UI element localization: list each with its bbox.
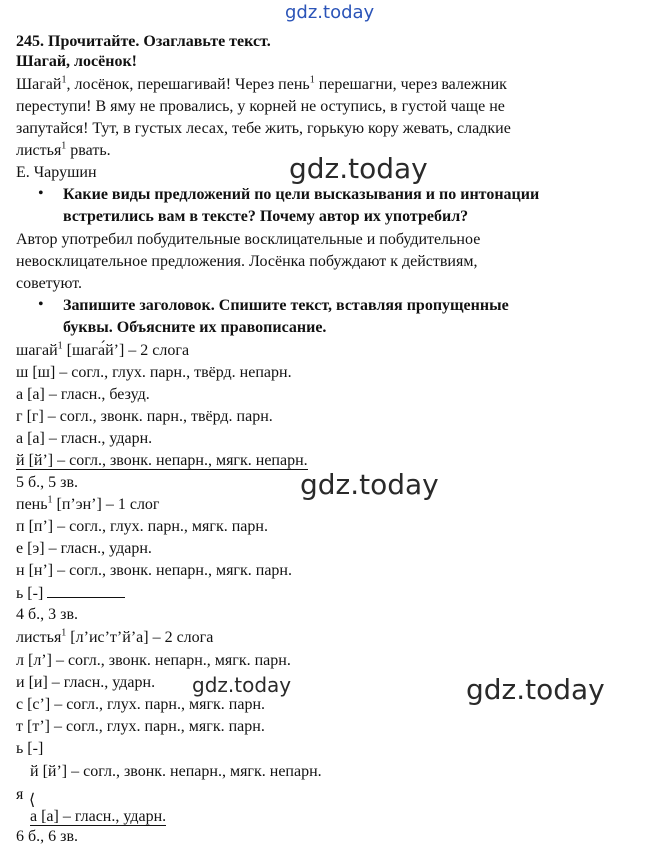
text-line: Шагай$^1$, лосёнок, перешагивай! Через пень$^1$ перешагни, через валежник: [16, 74, 507, 93]
phonetic-row: и [и] – гласн., ударн.: [16, 674, 156, 691]
watermark-top: gdz.today: [285, 2, 375, 23]
letter-sound-count: 4 б., 3 зв.: [16, 606, 79, 623]
text-heading: Шагай, лосёнок!: [16, 53, 137, 70]
phonetic-row: т [т’] – согл., глух. парн., мягк. парн.: [16, 718, 265, 735]
bracket-icon: ⟨: [29, 792, 36, 809]
word-transcription: листья$^1$ [л’ис’т’й’а] – 2 слога: [16, 627, 214, 646]
question-line: встретились вам в тексте? Почему автор их употребил?: [63, 208, 469, 225]
phonetic-row: ш [ш] – согл., глух. парн., твёрд. непарн.: [16, 364, 292, 381]
letter-sound-count: 6 б., 6 зв.: [16, 828, 79, 845]
word-transcription: шагай$^1$ [шага́й’] – 2 слога: [16, 340, 190, 359]
watermark: gdz.today: [300, 468, 439, 501]
question-line: буквы. Объясните их правописание.: [63, 319, 327, 336]
underline-blank: [47, 583, 125, 598]
watermark: gdz.today: [289, 152, 428, 185]
watermark: gdz.today: [466, 673, 605, 706]
question-line: Запишите заголовок. Спишите текст, вставляя пропущенные: [63, 297, 509, 314]
word-transcription: пень$^1$ [п’эн’] – 1 слог: [16, 494, 160, 513]
letter-sound-count: 5 б., 5 зв.: [16, 474, 79, 491]
answer-line: Автор употребил побудительные восклицательные и побудительное: [16, 231, 481, 248]
text-author: Е. Чарушин: [16, 164, 97, 181]
phonetic-row: л [л’] – согл., звонк. непарн., мягк. парн.: [16, 652, 291, 669]
phonetic-row: ь [-]: [16, 740, 44, 757]
phonetic-row: й [й’] – согл., звонк. непарн., мягк. непарн.: [30, 763, 322, 780]
task-title: 245. Прочитайте. Озаглавьте текст.: [16, 33, 271, 50]
watermark: gdz.today: [192, 673, 292, 697]
phonetic-row: я: [16, 786, 24, 803]
question-bullet: •: [38, 296, 44, 313]
phonetic-row: с [с’] – согл., глух. парн., мягк. парн.: [16, 696, 266, 713]
phonetic-row: е [э] – гласн., ударн.: [16, 540, 152, 557]
phonetic-row: п [п’] – согл., глух. парн., мягк. парн.: [16, 518, 268, 535]
phonetic-row: а [а] – гласн., безуд.: [16, 386, 150, 403]
phonetic-row: н [н’] – согл., звонк. непарн., мягк. парн.: [16, 562, 292, 579]
phonetic-row: ь [-]: [16, 583, 125, 604]
text-line: переступи! В яму не провались, у корней не оступись, в густой чаще не: [16, 98, 505, 115]
text-line: запутайся! Тут, в густых лесах, тебе жить, горькую кору жевать, сладкие: [16, 120, 511, 137]
question-line: Какие виды предложений по цели высказывания и по интонации: [63, 186, 540, 203]
phonetic-row: г [г] – согл., звонк. парн., твёрд. парн.: [16, 408, 273, 425]
phonetic-row: а [а] – гласн., ударн.: [16, 430, 153, 447]
phonetic-row: а [а] – гласн., ударн.: [30, 808, 167, 825]
question-bullet: •: [38, 185, 44, 202]
phonetic-row: й [й’] – согл., звонк. непарн., мягк. непарн.: [16, 452, 308, 469]
answer-line: советуют.: [16, 275, 82, 292]
answer-line: невосклицательное предложения. Лосёнка побуждают к действиям,: [16, 253, 478, 270]
text-line: листья$^1$ рвать.: [16, 140, 111, 159]
